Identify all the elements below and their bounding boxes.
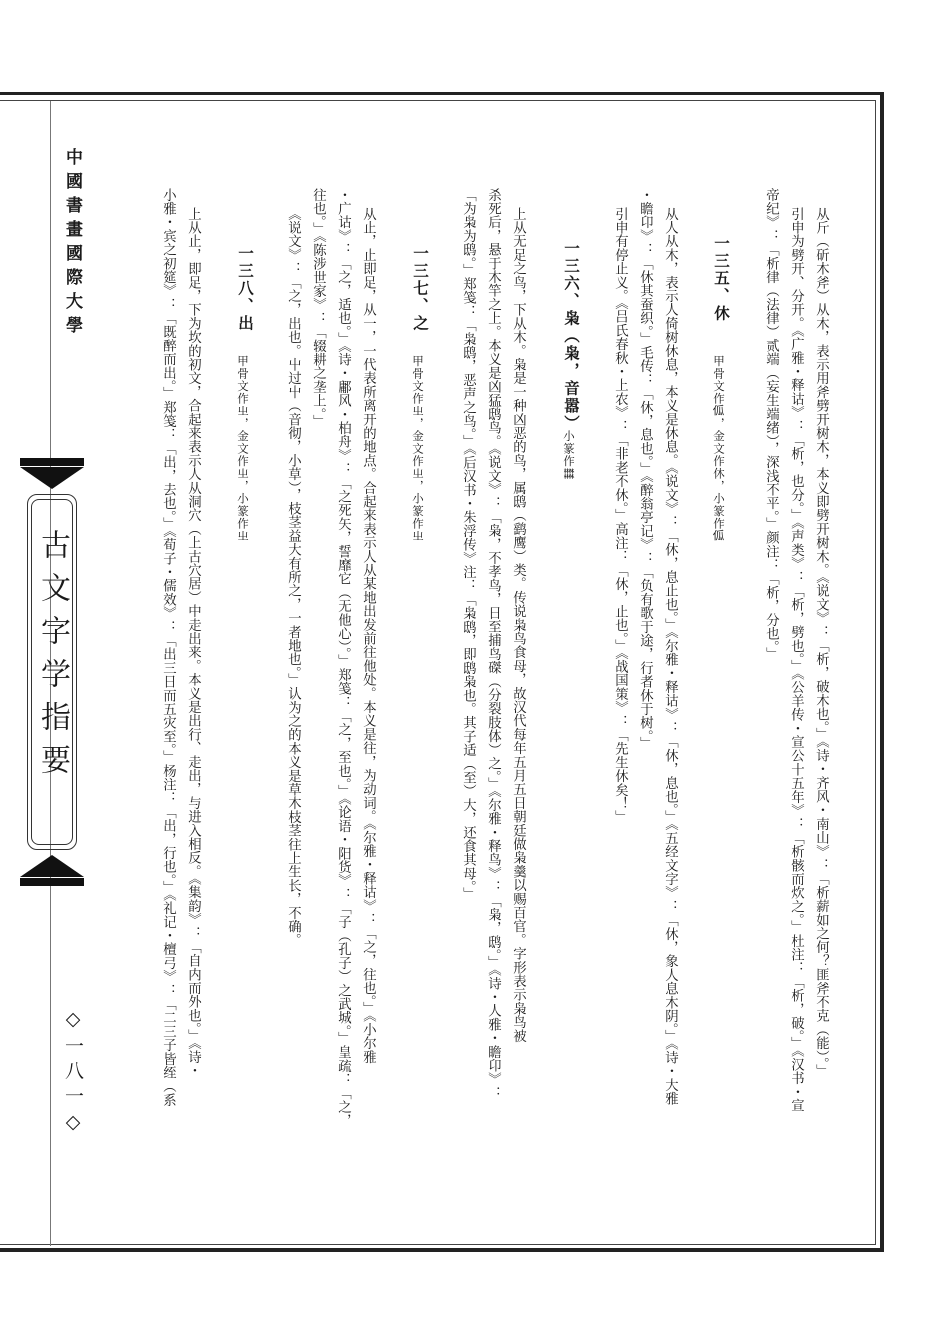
entry-forms-135: 甲骨文作𠇗，金文作休，小篆作𠇗	[712, 355, 726, 543]
book-title: 古文字学指要	[35, 529, 70, 787]
banner-bottom-bar	[20, 878, 84, 886]
text-column: ・瞻卬》：「休其蚕织。」毛传：「休，息也。」《醉翁亭记》：「负有歌于途，行者休于树。」	[637, 188, 653, 751]
text-column: 从止，止即足，从一，一代表所离开的地点。合起来表示人从某地出发前往他处。本义是往，为动词。《尔雅・释诂》：「之，往也。」《小尔雅	[360, 207, 376, 1064]
text-column: 小雅・宾之初筵》：「既醉而出。」郑笺：「出，去也。」《荀子・儒效》：「出三日而五灾至。」杨注：「出，行也。」《礼记・檀弓》：「二三子皆绖（系	[160, 188, 176, 1107]
entry-heading-137: 一三七、之	[411, 245, 430, 333]
entry-heading-136: 一三六、枭（枭，音嚣）	[562, 240, 581, 433]
text-column: ・广诂》：「之，适也。」《诗・鄘风・柏舟》：「之死矢，誓靡它（无他心）。」郑笺：「之，至也。」《论语・阳货》：「子（孔子）之武城。」皇疏：「之，	[335, 188, 351, 1128]
entry-forms-136: 小篆作𣡽	[562, 430, 576, 480]
text-column: 「为枭为鸱。」郑笺：「枭鸱，恶声之鸟。」《后汉书・朱浮传》注：「枭鸱，即鸱枭也。其子适（至）大，还食其母。」	[460, 188, 476, 901]
text-column: 从斤（斫木斧）从木，表示用斧劈开树木，本义即劈开树木。《说文》：「析，破木也。」《诗・齐风・南山》：「析薪如之何？匪斧不克（能）。」	[813, 207, 829, 1078]
page-number: ◇一八一◇	[62, 1008, 84, 1139]
text-column: 帝纪》：「析律（法律）贰端（妄生端绪），深浅不平。」颜注：「析，分也。」	[763, 188, 779, 662]
entry-forms-137: 甲骨文作㞢，金文作㞢，小篆作㞢	[411, 355, 425, 543]
banner-top-ornament	[20, 467, 84, 489]
entry-heading-138: 一三八、出	[236, 245, 255, 333]
text-column: 从人从木，表示人倚树休息，本义是休息。《说文》：「休，息止也。」《尔雅・释诂》：「休，息也。」《五经文字》：「休，象人息木阴。」《诗・大雅	[662, 207, 678, 1106]
text-column: 上从无足之鸟，下从木。枭是一种凶恶的鸟，属鸱（鹞鹰）类。传说枭鸟食母，故汉代每年五月五日朝廷做枭羹以赐百官。字形表示枭鸟被	[510, 207, 526, 1043]
page-inner-frame	[0, 100, 876, 1245]
banner-bottom-ornament	[20, 855, 84, 877]
entry-forms-138: 甲骨文作㞢，金文作㞢，小篆作㞢	[236, 355, 250, 543]
text-column: 引申为劈开、分开。《广雅・释诂》：「析，也分。」《声类》：「析，劈也。」《公羊传・宣公十五年》：「析骸而炊之。」杜注：「析，破。」《汉书・宣	[788, 207, 804, 1113]
text-column: 引申有停止义。《吕氏春秋・上农》：「非老不休。」高注：「休，止也。」《战国策》：「先生休矣！」	[612, 207, 628, 825]
text-column: 往也。」《陈涉世家》：「辍耕之垄上。」	[310, 188, 326, 429]
text-column: 上从止，即足，下为坎的初文，合起来表示人从洞穴（上古穴居）中走出来。本义是出行、走出，与进入相反。《集韵》：「自内而外也。」《诗・	[185, 207, 201, 1078]
school-name: 中國書畫國際大學	[62, 148, 82, 340]
book-title-banner	[20, 458, 84, 886]
entry-heading-135: 一三五、休	[712, 235, 731, 323]
text-column: 杀死后，悬于木竿之上。本义是凶猛鸱鸟。《说文》：「枭，不孝鸟，日至捕鸟磔（分裂肢体）之。」《尔雅・释鸟》：「枭，鸱。」《诗・人雅・瞻卬》：	[485, 188, 501, 1100]
text-column: 《说文》：「之，出也。屮过屮（音彻，小草），枝茎益大有所之，一者地也。」认为之的本义是草木枝茎往上生长，不确。	[285, 207, 301, 948]
banner-top-bar	[20, 458, 84, 466]
